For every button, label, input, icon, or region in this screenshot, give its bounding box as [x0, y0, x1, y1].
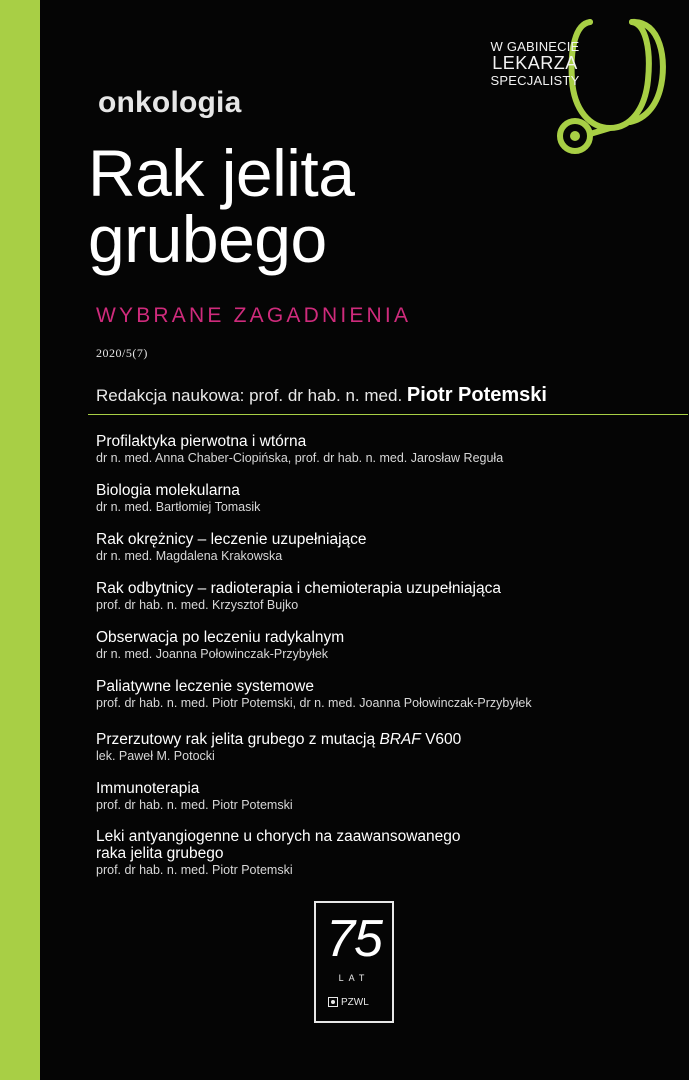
toc-title: Paliatywne leczenie systemowe — [96, 678, 314, 695]
toc-author: prof. dr hab. n. med. Krzysztof Bujko — [96, 598, 299, 612]
series-line-1: W GABINECIE — [490, 39, 580, 54]
toc-author: prof. dr hab. n. med. Piotr Potemski — [96, 798, 293, 812]
toc-author: dr n. med. Anna Chaber-Ciopińska, prof. dr hab. n. med. Jarosław Reguła — [96, 451, 504, 465]
toc-author: dr n. med. Magdalena Krakowska — [96, 549, 283, 563]
toc-title: Leki antyangiogenne u chorych na zaawansowanego — [96, 828, 461, 845]
publisher-name: PZWL — [341, 996, 369, 1008]
publisher-icon — [328, 997, 338, 1007]
toc-item — [96, 780, 676, 814]
toc-author: dr n. med. Bartłomiej Tomasik — [96, 500, 261, 514]
book-subtitle: WYBRANE ZAGADNIENIA — [96, 304, 412, 327]
toc-item — [96, 433, 676, 467]
toc-title: Biologia molekularna — [96, 482, 240, 499]
editor-name: Piotr Potemski — [406, 384, 547, 406]
toc-title-line-2: raka jelita grubego — [96, 845, 224, 862]
anniversary-number: 75 — [326, 910, 382, 968]
anniversary-badge — [314, 901, 394, 1023]
toc-item — [96, 580, 676, 614]
toc-title — [96, 731, 676, 748]
green-spine-strip — [0, 0, 40, 1080]
editor-label: Redakcja naukowa: prof. dr hab. n. med. — [96, 386, 403, 405]
toc-item — [96, 482, 676, 516]
series-line-2: LEKARZA — [492, 53, 578, 73]
toc-item — [96, 828, 676, 879]
book-title — [88, 136, 508, 276]
toc-author: prof. dr hab. n. med. Piotr Potemski, dr n. med. Joanna Połowinczak-Przybyłek — [96, 696, 532, 710]
toc-title: Immunoterapia — [96, 780, 200, 797]
toc-title: Rak okrężnicy – leczenie uzupełniające — [96, 531, 367, 548]
toc-author: prof. dr hab. n. med. Piotr Potemski — [96, 863, 293, 877]
title-line-1: Rak jelita — [88, 136, 355, 210]
issue-number: 2020/5(7) — [96, 346, 148, 360]
toc-title: Rak odbytnicy – radioterapia i chemioterapia uzupełniająca — [96, 580, 501, 597]
toc-item — [96, 629, 676, 663]
toc-author: dr n. med. Joanna Połowinczak-Przybyłek — [96, 647, 329, 661]
toc-item — [96, 731, 676, 765]
series-label — [470, 38, 600, 89]
toc-title: Profilaktyka pierwotna i wtórna — [96, 433, 307, 450]
series-line-3: SPECJALISTY — [490, 73, 580, 88]
toc-title-gene: BRAF — [379, 731, 421, 748]
publisher-logo — [328, 995, 369, 1009]
toc-author: lek. Paweł M. Potocki — [96, 749, 215, 763]
editor-line — [96, 384, 547, 407]
category-label: onkologia — [98, 86, 242, 119]
toc-title: Obserwacja po leczeniu radykalnym — [96, 629, 345, 646]
toc-title-part: Przerzutowy rak jelita grubego z mutacją — [96, 731, 380, 748]
toc-item — [96, 531, 676, 565]
toc-item — [96, 678, 676, 712]
toc-title-part: V600 — [420, 731, 462, 748]
title-line-2: grubego — [88, 202, 327, 276]
divider-line — [88, 414, 688, 415]
anniversary-lat: LAT — [338, 973, 370, 983]
